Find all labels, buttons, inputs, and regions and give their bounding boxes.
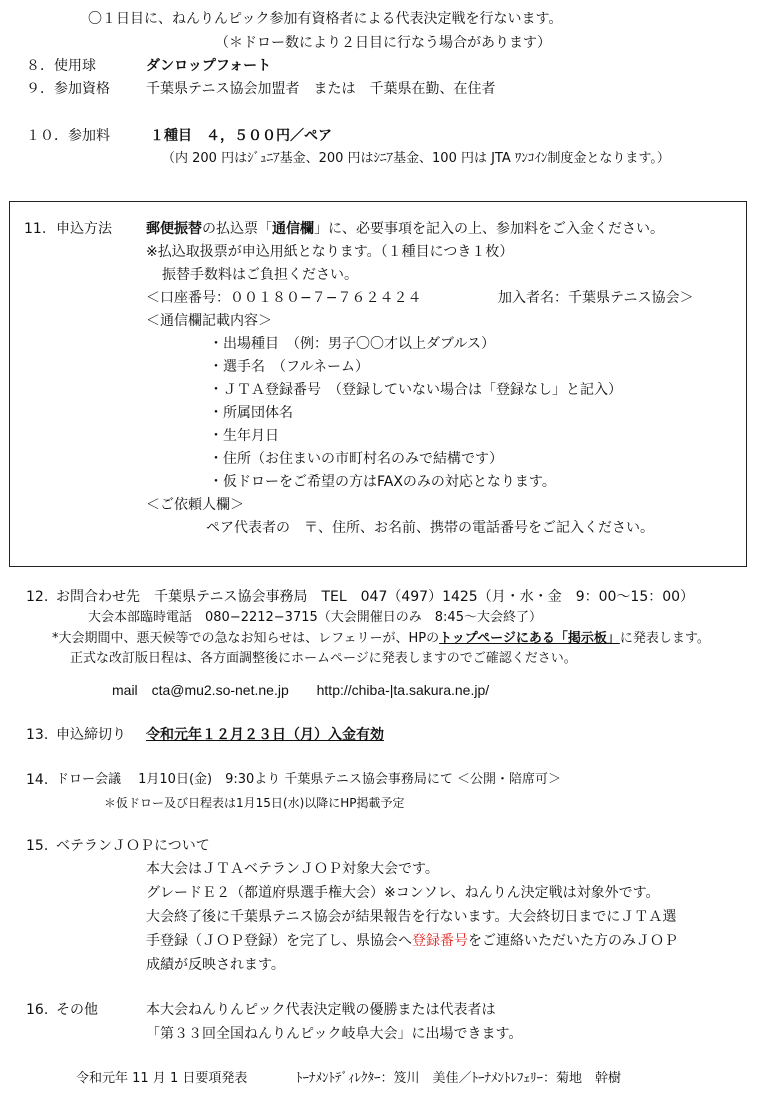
jop-line-3: 大会終了後に千葉県テニス協会が結果報告を行ないます。大会終切日までにＪＴＡ選 [146,909,677,925]
item-8-label: ８．使用球 [26,58,96,74]
other-line-2: 「第３３回全国ねんりんピック岐阜大会」に出場できます。 [146,1026,523,1042]
comm-item: ・出場種目 （例：男子〇〇才以上ダブルス） [209,336,496,352]
contact-line-2: 大会本部臨時電話 080−2212−3715（大会開催日のみ 8:45〜大会終了） [88,610,542,625]
item-12-num: 12. [26,589,49,605]
website-link[interactable]: http://chiba-|ta.sakura.ne.jp/ [316,682,490,698]
item-11-line-2: ※払込取扱票が申込用紙となります。（１種目につき１枚） [146,244,514,260]
jop-line-1: 本大会はＪＴＡベテランＪＯＰ対象大会です。 [146,861,439,877]
comm-field-header: ＜通信欄記載内容＞ [146,313,272,329]
item-11-line-1 [146,220,664,238]
comm-item: ・仮ドローをご希望の方はFAXのみの対応となります。 [209,474,556,490]
jop-line-4-a: 手登録（ＪＯＰ登録）を完了し、県協会へ [146,933,412,949]
item-10-value: １種目 ４，５００円／ペア [150,128,332,144]
item-15-num: 15. [26,838,49,854]
notice-part-a: *大会期間中、悪天候等での急なお知らせは、レフェリーが、HPの [52,631,440,646]
announcement-date: 令和元年 11 月 1 日要項発表 [76,1071,248,1086]
jop-line-2: グレードＥ２（都道府県選手権大会）※コンソレ、ねんりん決定戦は対象外です。 [146,885,660,901]
provisional-draw-note: ＊仮ドロー及び日程表は1月15日(水)以降にHP掲載予定 [104,796,405,810]
urgent-notice [52,630,710,648]
item-8-value: ダンロップフォート [146,58,272,74]
item-16-label: その他 [56,1002,98,1018]
item-11-label: 申込方法 [56,221,112,237]
jop-line-4-c: をご連絡いただいた方のみＪＯＰ [468,933,678,949]
item-9-value: 千葉県テニス協会加盟者 または 千葉県在勤、在住者 [146,81,496,97]
account-number: ＜口座番号：００１８０−７−７６２４２４ [146,290,422,306]
deadline-value: 令和元年１２月２３日（月）入金有効 [146,727,384,743]
item-16-num: 16. [26,1002,49,1018]
item-10-label: １０．参加料 [26,128,110,144]
postal-transfer-text: 郵便振替 [146,221,202,237]
jop-line-4 [146,932,678,950]
email-link[interactable]: cta@mu2.so-net.ne.jp [151,682,289,698]
draw-meeting-line: ドロー会議 1月10日(金) 9:30より 千葉県テニス協会事務局にて ＜公開・陪席可＞ [56,772,562,787]
item-14-num: 14. [26,772,49,788]
item-13-label: 申込締切り [56,727,126,743]
item-11-line-3: 振替手数料はご負担ください。 [162,267,358,283]
tournament-staff: ﾄｰﾅﾒﾝﾄﾃﾞｨﾚｸﾀｰ：笈川 美佳／ﾄｰﾅﾒﾝﾄﾚﾌｪﾘｰ：菊地 幹樹 [296,1071,622,1086]
contact-line-1: お問合わせ先 千葉県テニス協会事務局 TEL 047（497）1425（月・水・金 9：00〜15：00） [56,589,695,605]
comm-item: ・ＪＴＡ登録番号 （登録していない場合は「登録なし」と記入） [209,382,622,398]
comm-item: ・所属団体名 [209,405,293,421]
comm-item: ・選手名 （フルネーム） [209,359,370,375]
comm-item: ・生年月日 [209,428,279,444]
line1-part-b: の払込票「 [202,221,272,237]
item-11-num: 11. [24,221,47,237]
account-holder: 加入者名：千葉県テニス協会＞ [498,290,694,306]
jop-line-5: 成績が反映されます。 [146,957,285,973]
item-15-label: ベテランＪＯＰについて [56,838,210,854]
intro-line-2: （＊ドロー数により２日目に行なう場合があります） [215,35,551,51]
mail-label: mail [112,682,138,698]
contact-links [112,682,499,698]
item-13-num: 13. [26,727,49,743]
item-10-note: （内 200 円はｼﾞｭﾆｱ基金、200 円はｼﾆｱ基金、100 円は JTA ﾜﾝｺｲﾝ制度金となります。） [162,151,670,166]
registration-number-highlight: 登録番号 [412,933,468,949]
other-line-1: 本大会ねんりんピック代表決定戦の優勝または代表者は [146,1002,496,1018]
comm-item: ・住所（お住まいの市町村名のみで結構です） [209,451,503,467]
line1-part-d: 」に、必要事項を記入の上、参加料をご入金ください。 [314,221,664,237]
item-9-label: ９．参加資格 [26,81,110,97]
requester-header: ＜ご依頼人欄＞ [146,497,244,513]
revision-notice: 正式な改訂版日程は、各方面調整後にホームページに発表しますのでご確認ください。 [70,651,577,666]
requester-text: ペア代表者の 〒、住所、お名前、携帯の電話番号をご記入ください。 [206,520,654,536]
notice-part-c: に発表します。 [619,631,710,646]
intro-line-1: 〇１日目に、ねんりんピック参加有資格者による代表決定戦を行ないます。 [88,11,563,27]
comm-field-text: 通信欄 [272,221,314,237]
bulletin-board-link-text: トップページにある「掲示板」 [439,631,620,646]
